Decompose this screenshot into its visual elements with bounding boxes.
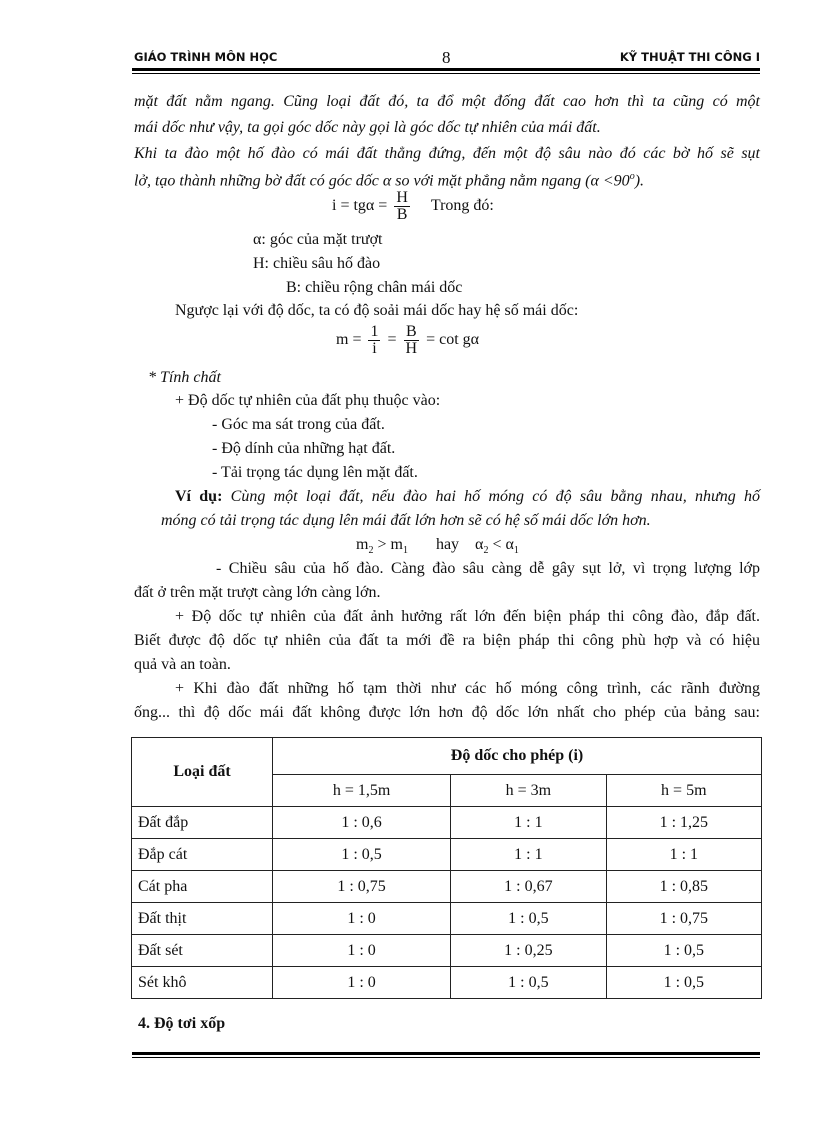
- allowable-slope-table: [131, 737, 762, 999]
- slope-value: 1 : 0: [273, 903, 451, 935]
- example-label: Ví dụ:: [175, 488, 223, 505]
- slope-value: 1 : 0,5: [451, 967, 606, 999]
- table-row: [132, 807, 762, 839]
- relation-m2-sub: 2: [368, 545, 374, 557]
- slope-value: 1 : 0,5: [451, 903, 606, 935]
- temp-line-2: ống... thì độ dốc mái đất không được lớn hơn độ dốc lớn nhất cho phép của bảng sau:: [134, 704, 760, 721]
- page-number: 8: [442, 48, 451, 67]
- col-header-depth: h = 1,5m: [273, 775, 451, 807]
- col-header-depth: h = 3m: [451, 775, 606, 807]
- intro-line-4-text: lở, tạo thành những bờ đất có góc dốc α so với mặt phẳng nằm ngang (α <90: [134, 172, 630, 190]
- section-heading-porosity: 4. Độ tơi xốp: [138, 1015, 226, 1032]
- slope-value: 1 : 1: [606, 839, 761, 871]
- relation-a2: α: [475, 536, 484, 553]
- degree-sup: o: [629, 171, 635, 182]
- slope-value: 1 : 1: [451, 839, 606, 871]
- fraction-h-over-b: [394, 190, 410, 223]
- relation-m1: m: [390, 536, 403, 553]
- relation-a1-sub: 1: [513, 545, 519, 557]
- example-text: Cùng một loại đất, nếu đào hai hố móng có độ sâu bằng nhau, nhưng hố: [222, 488, 760, 505]
- slope-value: 1 : 0,5: [606, 967, 761, 999]
- relation-gt: >: [373, 536, 391, 553]
- soil-name: Đất đắp: [132, 807, 273, 839]
- factor-friction: - Góc ma sát trong của đất.: [212, 416, 385, 433]
- effect-line-2: Biết được độ dốc tự nhiên của đất ta mới đề ra biện pháp thi công phù hợp và có hiệu: [134, 632, 760, 649]
- slope-value: 1 : 1,25: [606, 807, 761, 839]
- slope-value: 1 : 1: [451, 807, 606, 839]
- equals-sign: =: [387, 331, 397, 348]
- relation-lt: <: [488, 536, 506, 553]
- intro-line-2: mái dốc như vậy, ta gọi góc dốc này gọi là góc dốc tự nhiên của mái đất.: [134, 119, 601, 136]
- depth-line-2: đất ở trên mặt trượt càng lớn càng lớn.: [134, 584, 381, 601]
- slope-value: 1 : 0: [273, 935, 451, 967]
- slope-value: 1 : 0,5: [273, 839, 451, 871]
- table-row: [132, 967, 762, 999]
- example-line-1: [175, 486, 760, 508]
- table-header-row: [132, 738, 762, 775]
- slope-value: 1 : 0,75: [606, 903, 761, 935]
- effect-line-3: quả và an toàn.: [134, 656, 231, 673]
- coefficient-formula: [336, 322, 479, 358]
- table-row: [132, 839, 762, 871]
- coef-formula-lhs: m =: [336, 331, 362, 348]
- footer-rule-thick: [132, 1052, 760, 1055]
- factor-load: - Tải trọng tác dụng lên mặt đất.: [212, 464, 418, 481]
- slope-value: 1 : 0,85: [606, 871, 761, 903]
- soil-name: Đất sét: [132, 935, 273, 967]
- inverse-intro: Ngược lại với độ dốc, ta có độ soải mái dốc hay hệ số mái dốc:: [175, 302, 579, 319]
- page-header: [134, 48, 760, 68]
- header-rule-thick: [132, 68, 760, 71]
- relation-a1: α: [505, 536, 514, 553]
- slope-value: 1 : 0,6: [273, 807, 451, 839]
- example-line-2: móng có tải trọng tác dụng lên mái đất lớn hơn sẽ có hệ số mái dốc lớn hơn.: [161, 512, 651, 529]
- slope-value: 1 : 0,25: [451, 935, 606, 967]
- factor-cohesion: - Độ dính của những hạt đất.: [212, 440, 396, 457]
- fraction-denominator: B: [396, 205, 408, 223]
- slope-formula: [332, 188, 494, 224]
- slope-value: 1 : 0,75: [273, 871, 451, 903]
- definition-b: B: chiều rộng chân mái dốc: [286, 279, 463, 296]
- fraction-b-over-h: [404, 324, 420, 357]
- header-subject-title: KỸ THUẬT THI CÔNG I: [619, 50, 760, 64]
- intro-line-3: Khi ta đào một hố đào có mái đất thẳng đứng, đến một độ sâu nào đó các bờ hố sẽ sụt: [134, 145, 760, 162]
- definition-h: H: chiều sâu hố đào: [253, 255, 381, 272]
- relation-m2: m: [356, 536, 369, 553]
- fraction-denominator: H: [405, 339, 418, 357]
- slope-value: 1 : 0,67: [451, 871, 606, 903]
- soil-name: Đắp cát: [132, 839, 273, 871]
- table-row: [132, 903, 762, 935]
- properties-depends: + Độ dốc tự nhiên của đất phụ thuộc vào:: [175, 392, 441, 409]
- table-row: [132, 871, 762, 903]
- effect-line-1: + Độ dốc tự nhiên của đất ảnh hưởng rất lớn đến biện pháp thi công đào, đắp đất.: [175, 608, 760, 625]
- fraction-numerator: H: [396, 188, 408, 206]
- header-rule-thin: [132, 73, 760, 74]
- slope-value: 1 : 0: [273, 967, 451, 999]
- footer-rule-thin: [132, 1057, 760, 1058]
- fraction-denominator: i: [372, 339, 377, 357]
- soil-name: Cát pha: [132, 871, 273, 903]
- fraction-numerator: 1: [370, 322, 379, 340]
- relation-hay: hay: [435, 536, 460, 553]
- soil-name: Sét khô: [132, 967, 273, 999]
- temp-line-1: + Khi đào đất những hố tạm thời như các hố móng công trình, các rãnh đường: [175, 680, 760, 697]
- definition-alpha: α: góc của mặt trượt: [253, 231, 383, 248]
- relation-a2-sub: 2: [483, 545, 489, 557]
- properties-heading: * Tính chất: [148, 369, 221, 386]
- intro-line-4-end: ).: [634, 172, 645, 190]
- intro-line-1: mặt đất nằm ngang. Cũng loại đất đó, ta đổ một đống đất cao hơn thì ta cũng có một: [134, 93, 760, 110]
- depth-line-1: - Chiều sâu của hố đào. Càng đào sâu càng dễ gây sụt lở, vì trọng lượng lớp: [216, 560, 760, 577]
- soil-name: Đất thịt: [132, 903, 273, 935]
- col-header-depth: h = 5m: [606, 775, 761, 807]
- formula-note: Trong đó:: [430, 197, 494, 214]
- table-row: [132, 935, 762, 967]
- header-course-title: GIÁO TRÌNH MÔN HỌC: [134, 50, 278, 64]
- relation-m1-sub: 1: [402, 545, 408, 557]
- fraction-numerator: B: [404, 324, 420, 341]
- slope-value: 1 : 0,5: [606, 935, 761, 967]
- col-header-soil: Loại đất: [132, 738, 273, 807]
- coef-formula-rhs: = cot gα: [426, 331, 480, 348]
- fraction-1-over-i: [368, 324, 380, 357]
- slope-formula-lhs: i = tgα =: [332, 197, 388, 214]
- col-header-allowable-slope: Độ dốc cho phép (i): [273, 738, 762, 775]
